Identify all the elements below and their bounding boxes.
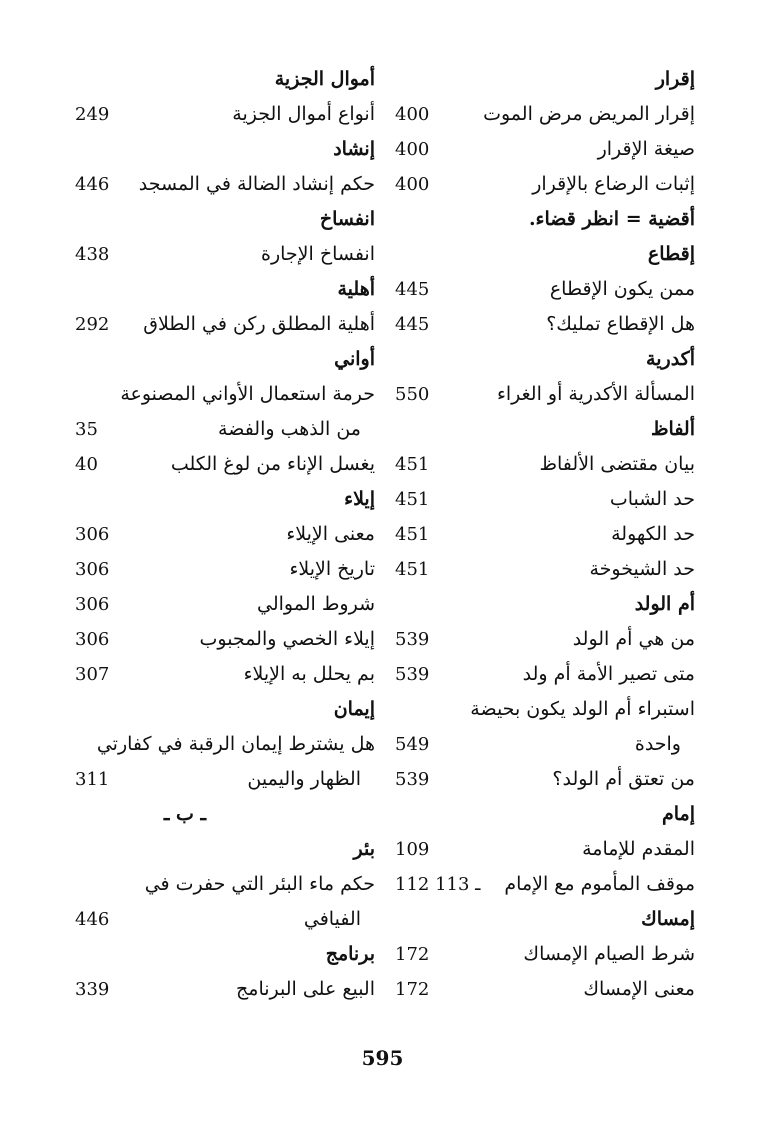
entry-text: أهلية المطلق ركن في الطلاق <box>143 313 375 335</box>
entry-page: 292 <box>75 314 110 335</box>
entry-text: الفيافي <box>303 908 361 930</box>
entry-text: هل الإقطاع تمليك؟ <box>546 313 695 335</box>
index-heading: أهلية <box>337 278 375 300</box>
index-entry <box>395 307 695 342</box>
index-entry <box>395 377 695 412</box>
entry-page: 35 <box>75 419 98 440</box>
entry-text: إقرار المريض مرض الموت <box>483 103 695 125</box>
index-entry <box>75 517 375 552</box>
entry-text: تاريخ الإيلاء <box>289 558 375 580</box>
index-entry <box>395 692 695 727</box>
index-heading: أواني <box>334 348 375 370</box>
entry-text: إيلاء الخصي والمجبوب <box>199 628 375 650</box>
index-heading: إقرار <box>655 68 695 90</box>
entry-page: 446 <box>75 174 110 195</box>
entry-text: يغسل الإناء من لوغ الكلب <box>170 453 375 475</box>
entry-text: المقدم للإمامة <box>582 838 695 860</box>
entry-page: 400 <box>395 139 430 160</box>
entry-text: هل يشترط إيمان الرقبة في كفارتي <box>96 733 375 755</box>
index-entry <box>75 972 375 1007</box>
entry-text: حد الشيخوخة <box>589 558 695 580</box>
index-entry <box>395 867 695 902</box>
index-entry <box>75 377 375 412</box>
letter-separator: ـ ب ـ <box>163 803 207 825</box>
index-heading: أم الولد <box>634 593 695 615</box>
entry-text: إثبات الرضاع بالإقرار <box>532 173 695 195</box>
index-entry <box>75 167 375 202</box>
entry-page: 451 <box>395 559 430 580</box>
index-entry <box>395 132 695 167</box>
entry-text: صيغة الإقرار <box>597 138 695 160</box>
entry-text: واحدة <box>634 733 681 755</box>
entry-page: 451 <box>395 454 430 475</box>
index-entry <box>75 552 375 587</box>
index-entry <box>75 237 375 272</box>
entry-text: استبراء أم الولد يكون بحيضة <box>470 698 695 720</box>
index-entry <box>395 832 695 867</box>
page-number: 595 <box>361 1046 404 1070</box>
index-entry <box>395 447 695 482</box>
entry-page: 306 <box>75 594 110 615</box>
index-entry-continuation <box>395 727 695 762</box>
entry-text: من هي أم الولد <box>572 628 695 650</box>
index-entry <box>395 762 695 797</box>
entry-page: 451 <box>395 524 430 545</box>
index-entry <box>395 272 695 307</box>
entry-page: 539 <box>395 664 430 685</box>
index-entry <box>75 587 375 622</box>
index-entry <box>395 97 695 132</box>
entry-page: 438 <box>75 244 110 265</box>
index-heading: إقطاع <box>647 243 695 265</box>
entry-page: 172 <box>395 979 430 1000</box>
entry-text: انفساخ الإجارة <box>261 243 375 265</box>
entry-text: حكم ماء البئر التي حفرت في <box>144 873 375 895</box>
index-entry <box>395 167 695 202</box>
entry-text: بيان مقتضى الألفاظ <box>539 453 695 475</box>
index-entry-continuation <box>75 762 375 797</box>
entry-page: 445 <box>395 279 430 300</box>
entry-page: 549 <box>395 734 430 755</box>
entry-page: 539 <box>395 769 430 790</box>
entry-text: بم يحلل به الإيلاء <box>243 663 375 685</box>
index-column-left <box>75 62 375 1007</box>
entry-page: 339 <box>75 979 110 1000</box>
entry-text: المسألة الأكدرية أو الغراء <box>496 383 695 405</box>
entry-page: 311 <box>75 769 110 790</box>
index-entry <box>75 727 375 762</box>
entry-page: 550 <box>395 384 430 405</box>
entry-text: حرمة استعمال الأواني المصنوعة <box>120 383 375 405</box>
entry-page: 307 <box>75 664 110 685</box>
entry-text: حكم إنشاد الضالة في المسجد <box>138 173 375 195</box>
index-entry <box>395 972 695 1007</box>
index-entry <box>75 447 375 482</box>
entry-text: البيع على البرنامج <box>236 978 375 1000</box>
entry-page: 400 <box>395 174 430 195</box>
index-heading: أموال الجزية <box>274 68 375 90</box>
entry-page: 539 <box>395 629 430 650</box>
index-heading: إنشاد <box>333 138 375 160</box>
index-entry <box>395 482 695 517</box>
index-entry-continuation <box>75 412 375 447</box>
index-heading: أكدرية <box>646 348 695 370</box>
entry-page: 445 <box>395 314 430 335</box>
entry-text: موقف المأموم مع الإمام <box>504 873 695 895</box>
index-heading: بئر <box>353 838 375 860</box>
index-entry <box>395 657 695 692</box>
index-entry <box>395 937 695 972</box>
index-entry <box>75 657 375 692</box>
entry-page: 172 <box>395 944 430 965</box>
index-entry <box>395 552 695 587</box>
index-entry <box>75 622 375 657</box>
entry-page: 249 <box>75 104 110 125</box>
index-heading: ألفاظ <box>650 418 695 440</box>
index-heading: انفساخ <box>319 208 375 230</box>
index-heading: إيلاء <box>344 488 375 510</box>
entry-page: 400 <box>395 104 430 125</box>
index-heading: برنامج <box>325 943 375 965</box>
entry-text: ممن يكون الإقطاع <box>549 278 695 300</box>
index-entry <box>75 97 375 132</box>
entry-text: متى تصير الأمة أم ولد <box>522 663 695 685</box>
entry-text: أنواع أموال الجزية <box>232 103 375 125</box>
entry-text: الظهار واليمين <box>247 768 361 790</box>
entry-text: شروط الموالي <box>257 593 375 615</box>
entry-page: 109 <box>395 839 430 860</box>
index-entry-continuation <box>75 902 375 937</box>
entry-text: حد الكهولة <box>611 523 695 545</box>
entry-page: 306 <box>75 524 110 545</box>
entry-text: من الذهب والفضة <box>218 418 361 440</box>
entry-text: حد الشباب <box>609 488 695 510</box>
index-heading: إمساك <box>641 908 695 930</box>
entry-page: 451 <box>395 489 430 510</box>
entry-text: من تعتق أم الولد؟ <box>552 768 695 790</box>
entry-page: 306 <box>75 559 110 580</box>
index-entry <box>395 517 695 552</box>
index-entry <box>395 622 695 657</box>
entry-page: 112 ـ 113 <box>395 874 481 895</box>
entry-page: 306 <box>75 629 110 650</box>
index-heading: إيمان <box>333 698 375 720</box>
index-heading: إمام <box>661 803 695 825</box>
index-heading: أقضية = انظر قضاء. <box>528 208 695 230</box>
index-entry <box>75 307 375 342</box>
entry-page: 446 <box>75 909 110 930</box>
entry-page: 40 <box>75 454 98 475</box>
index-column-right <box>395 62 695 1007</box>
entry-text: معنى الإيلاء <box>286 523 375 545</box>
entry-text: معنى الإمساك <box>583 978 695 1000</box>
index-entry <box>75 867 375 902</box>
entry-text: شرط الصيام الإمساك <box>523 943 695 965</box>
